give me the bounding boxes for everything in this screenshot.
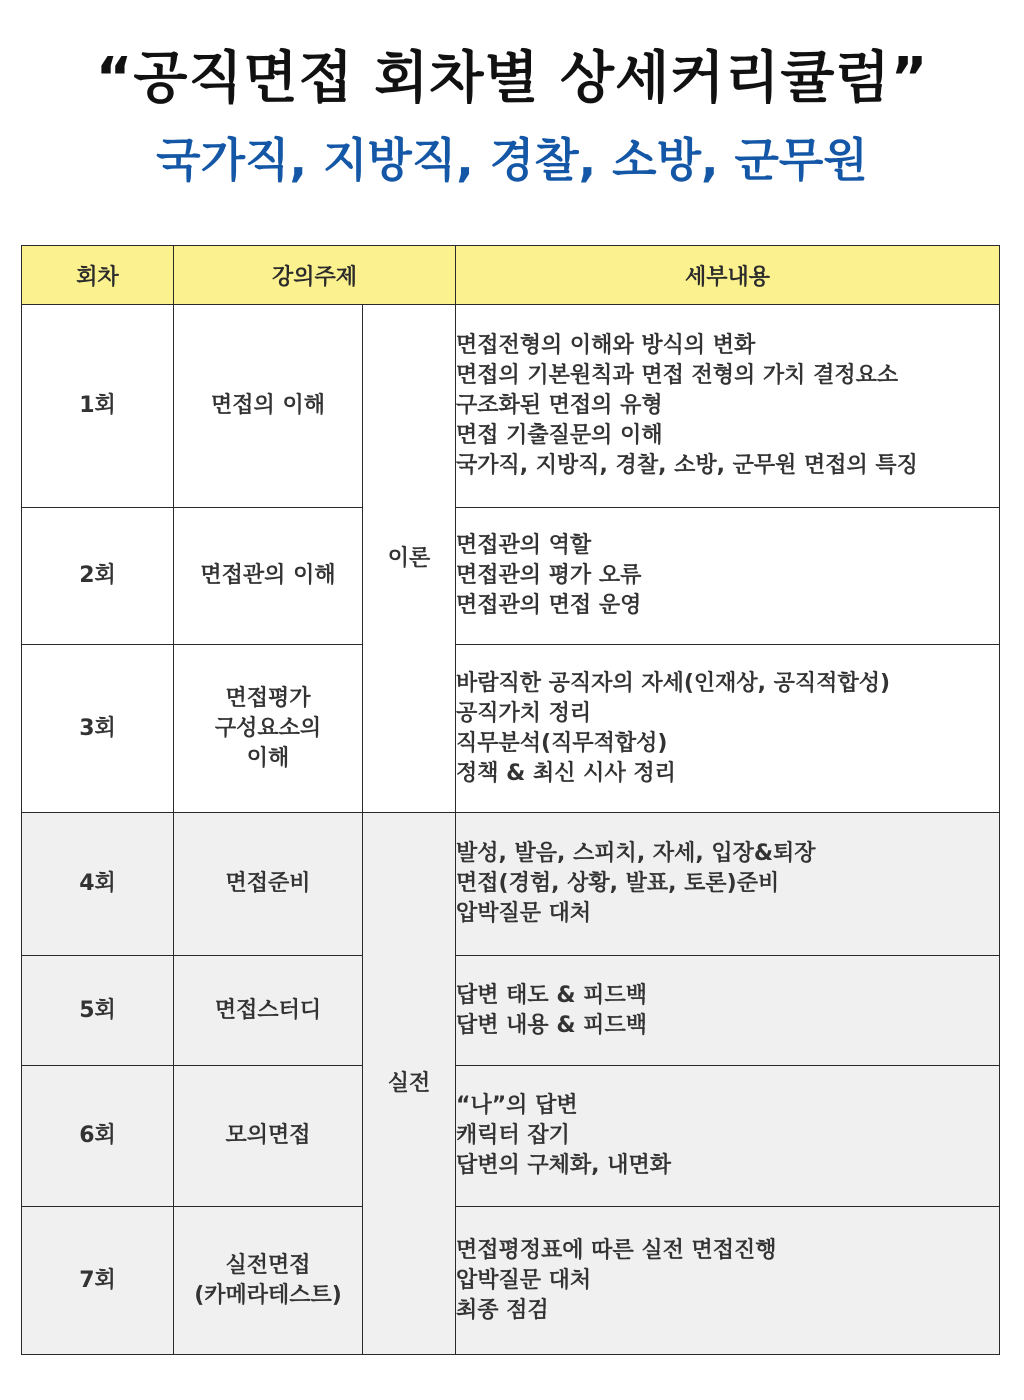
topic-cell (174, 1207, 363, 1355)
details-cell (456, 956, 1000, 1066)
detail-line: 발성, 발음, 스피치, 자세, 입장&퇴장 (456, 841, 816, 866)
detail-line: 정책 & 최신 시사 정리 (456, 760, 676, 786)
details-cell (456, 508, 1000, 645)
detail-line: 최종 점검 (456, 1297, 549, 1323)
detail-line: 면접평정표에 따른 실전 면접진행 (456, 1237, 777, 1263)
topic-cell (174, 508, 363, 645)
detail-line: 답변 태도 & 피드백 (456, 982, 647, 1008)
detail-line: 구조화된 면접의 유형 (456, 393, 663, 418)
page-title: “공직면접 회차별 상세커리큘럼” (95, 46, 929, 111)
topic-line: 실전면접 (225, 1252, 311, 1278)
header-session: 회차 (22, 246, 174, 305)
category-cell-theory: 이론 (363, 305, 456, 813)
detail-line: “나”의 답변 (456, 1093, 578, 1118)
topic-line: 면접평가 (225, 685, 311, 711)
details-cell (456, 813, 1000, 956)
details-cell (456, 1207, 1000, 1355)
topic-line: 이해 (246, 745, 290, 771)
table-row (22, 1207, 1000, 1355)
detail-line: 면접(경험, 상황, 발표, 토론)준비 (456, 871, 780, 896)
detail-line: 면접 기출질문의 이해 (456, 423, 663, 448)
category-cell-practice: 실전 (363, 813, 456, 1355)
topic-line: (카메라테스트) (194, 1282, 342, 1308)
topic-cell (174, 956, 363, 1066)
table-row (22, 956, 1000, 1066)
session-cell: 4회 (22, 813, 174, 956)
topic-line: 면접관의 이해 (200, 563, 336, 588)
topic-cell (174, 813, 363, 956)
detail-line: 면접전형의 이해와 방식의 변화 (456, 333, 756, 358)
topic-cell (174, 645, 363, 813)
detail-line: 면접관의 평가 오류 (456, 563, 642, 588)
detail-line: 면접의 기본원칙과 면접 전형의 가치 결정요소 (456, 363, 899, 388)
session-cell: 6회 (22, 1066, 174, 1207)
session-cell: 5회 (22, 956, 174, 1066)
table-row (22, 508, 1000, 645)
detail-line: 캐릭터 잡기 (456, 1123, 570, 1148)
details-cell (456, 645, 1000, 813)
detail-line: 압박질문 대처 (456, 901, 592, 926)
page-subtitle: 국가직, 지방직, 경찰, 소방, 군무원 (156, 133, 868, 187)
table-row (22, 305, 1000, 508)
table-row (22, 645, 1000, 813)
detail-line: 면접관의 면접 운영 (456, 593, 642, 618)
header-topic: 강의주제 (174, 246, 456, 305)
table-header-row (22, 246, 1000, 305)
curriculum-table (21, 245, 1000, 1355)
detail-line: 면접관의 역할 (456, 533, 592, 558)
session-cell: 2회 (22, 508, 174, 645)
detail-line: 국가직, 지방직, 경찰, 소방, 군무원 면접의 특징 (456, 453, 918, 478)
detail-line: 답변 내용 & 피드백 (456, 1012, 647, 1038)
detail-line: 공직가치 정리 (456, 700, 592, 726)
table-row (22, 813, 1000, 956)
topic-line: 면접의 이해 (211, 393, 325, 418)
detail-line: 바람직한 공직자의 자세(인재상, 공직적합성) (456, 670, 890, 696)
session-cell: 7회 (22, 1207, 174, 1355)
detail-line: 답변의 구체화, 내면화 (456, 1153, 671, 1178)
session-cell: 3회 (22, 645, 174, 813)
topic-line: 구성요소의 (214, 715, 322, 741)
topic-cell (174, 1066, 363, 1207)
detail-line: 직무분석(직무적합성) (456, 730, 668, 756)
topic-line: 모의면접 (225, 1123, 311, 1148)
table-row (22, 1066, 1000, 1207)
session-cell: 1회 (22, 305, 174, 508)
topic-line: 면접준비 (225, 871, 311, 896)
topic-line: 면접스터디 (214, 997, 322, 1023)
topic-cell (174, 305, 363, 508)
header-details: 세부내용 (456, 246, 1000, 305)
details-cell (456, 1066, 1000, 1207)
details-cell (456, 305, 1000, 508)
detail-line: 압박질문 대처 (456, 1267, 592, 1293)
